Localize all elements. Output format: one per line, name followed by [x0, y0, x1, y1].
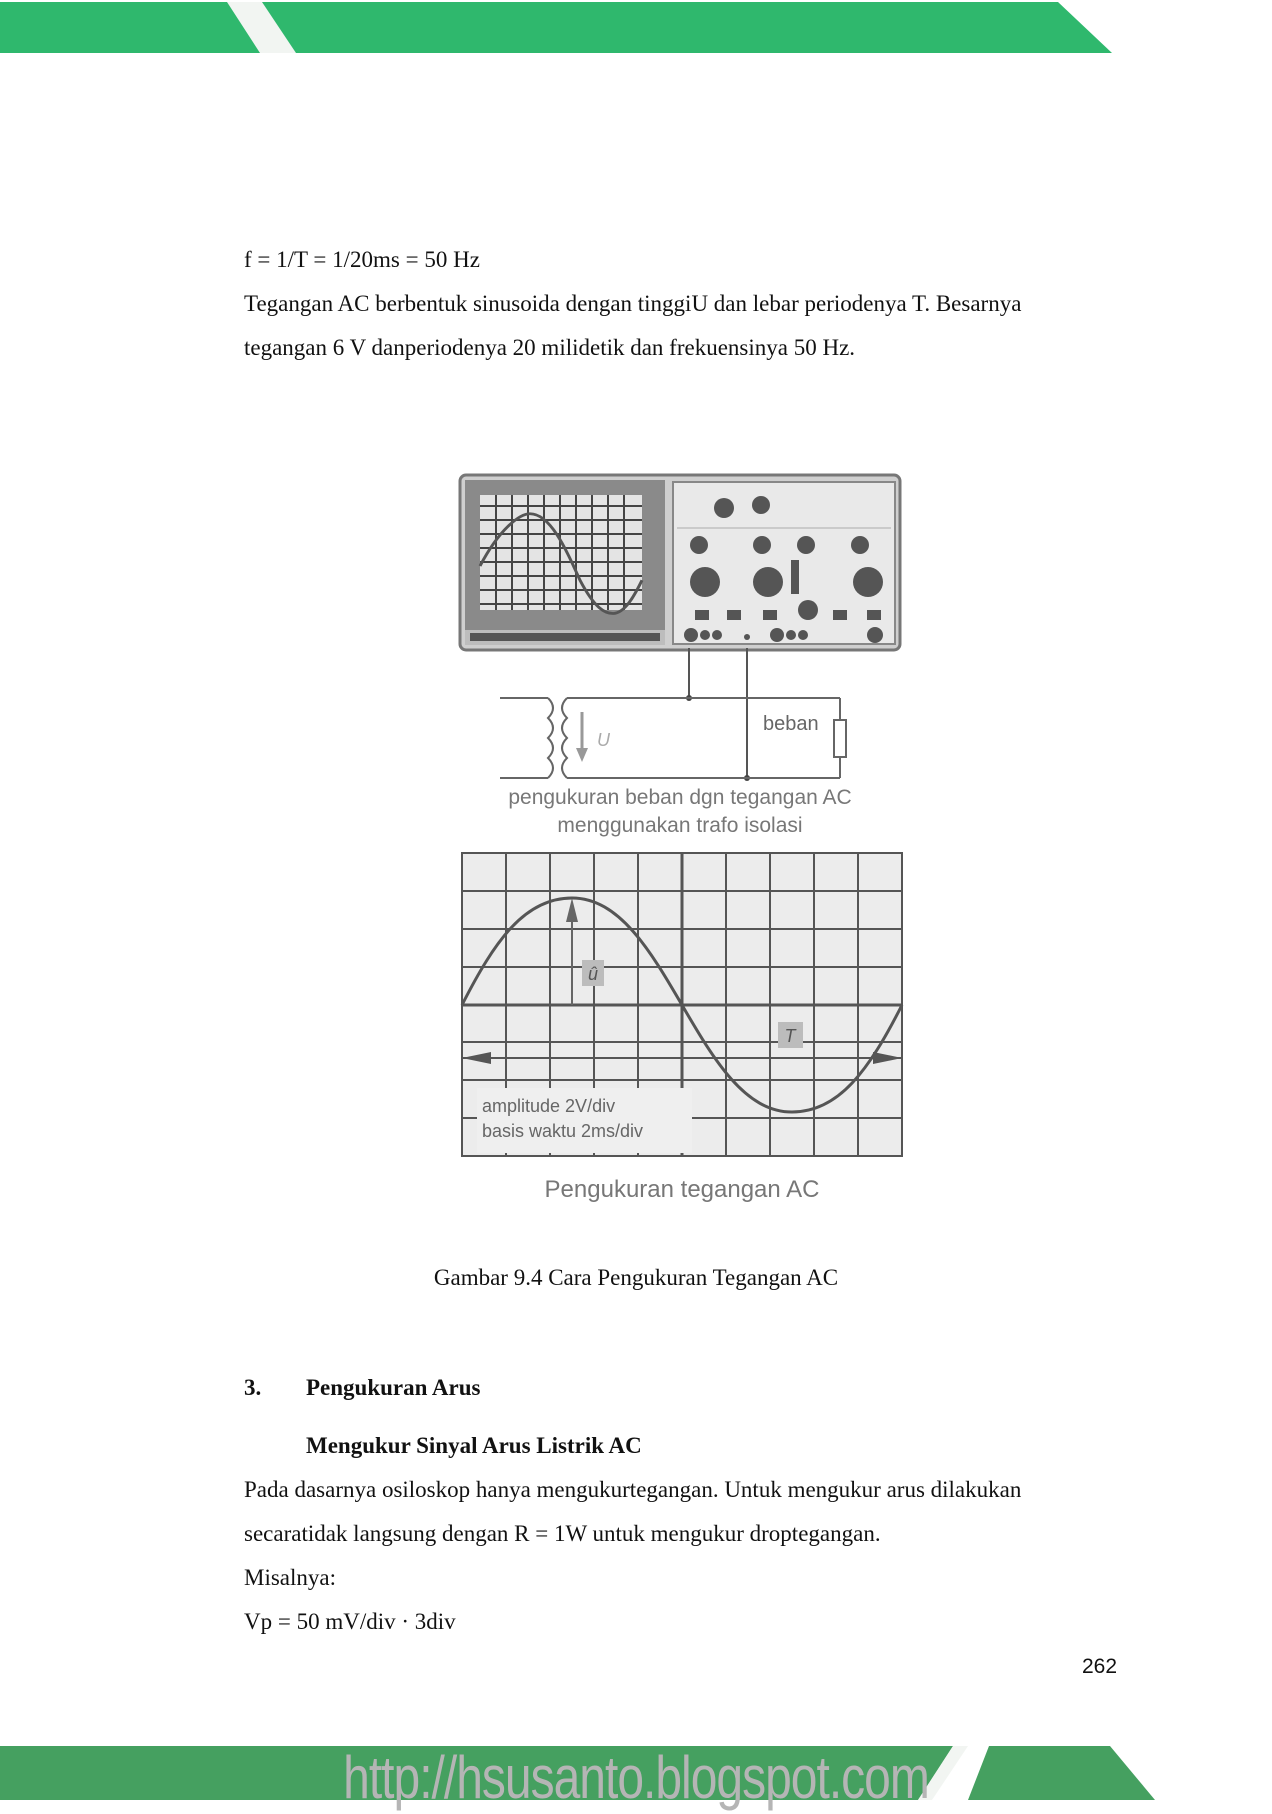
voltage-label: U: [597, 730, 610, 750]
paragraph-line: tegangan 6 V danperiodenya 20 milidetik dan frekuensinya 50 Hz.: [244, 335, 856, 360]
load-label: beban: [763, 713, 819, 735]
page-number: 262: [1082, 1655, 1118, 1678]
section-title: Pengukuran Arus: [306, 1375, 481, 1400]
formula-frequency: f = 1/T = 1/20ms = 50 Hz: [244, 247, 480, 272]
amplitude-label: û: [587, 964, 599, 984]
circuit-caption-line1: pengukuran beban dgn tegangan AC: [508, 786, 852, 809]
section-subtitle: Mengukur Sinyal Arus Listrik AC: [306, 1433, 642, 1458]
example-formula: Vp = 50 mV/div · 3div: [244, 1609, 456, 1634]
figure-oscilloscope-ac-measurement: [455, 470, 905, 1210]
oscilloscope-diagram: [455, 470, 905, 1210]
header-band: [0, 0, 1272, 56]
circuit-caption-line2: menggunakan trafo isolasi: [557, 814, 803, 837]
period-label: T: [784, 1026, 796, 1046]
footer-url-watermark: http://hsusanto.blogspot.com: [343, 1745, 929, 1812]
example-label: Misalnya:: [244, 1565, 336, 1590]
figure-caption: Gambar 9.4 Cara Pengukuran Tegangan AC: [433, 1265, 839, 1290]
scope-graph-title: Pengukuran tegangan AC: [544, 1176, 820, 1203]
section-number: 3.: [244, 1375, 262, 1400]
paragraph-line: Tegangan AC berbentuk sinusoida dengan tinggiU dan lebar periodenya T. Besarnya: [244, 291, 1022, 316]
scope-info-timebase: basis waktu 2ms/div: [482, 1121, 644, 1141]
scope-graph: [462, 853, 902, 1203]
paragraph-line: secaratidak langsung dengan R = 1W untuk mengukur droptegangan.: [244, 1521, 881, 1546]
transformer-circuit: [500, 698, 846, 778]
scope-info-amplitude: amplitude 2V/div: [482, 1096, 616, 1116]
paragraph-line: Pada dasarnya osiloskop hanya mengukurtegangan. Untuk mengukur arus dilakukan: [244, 1477, 1022, 1502]
